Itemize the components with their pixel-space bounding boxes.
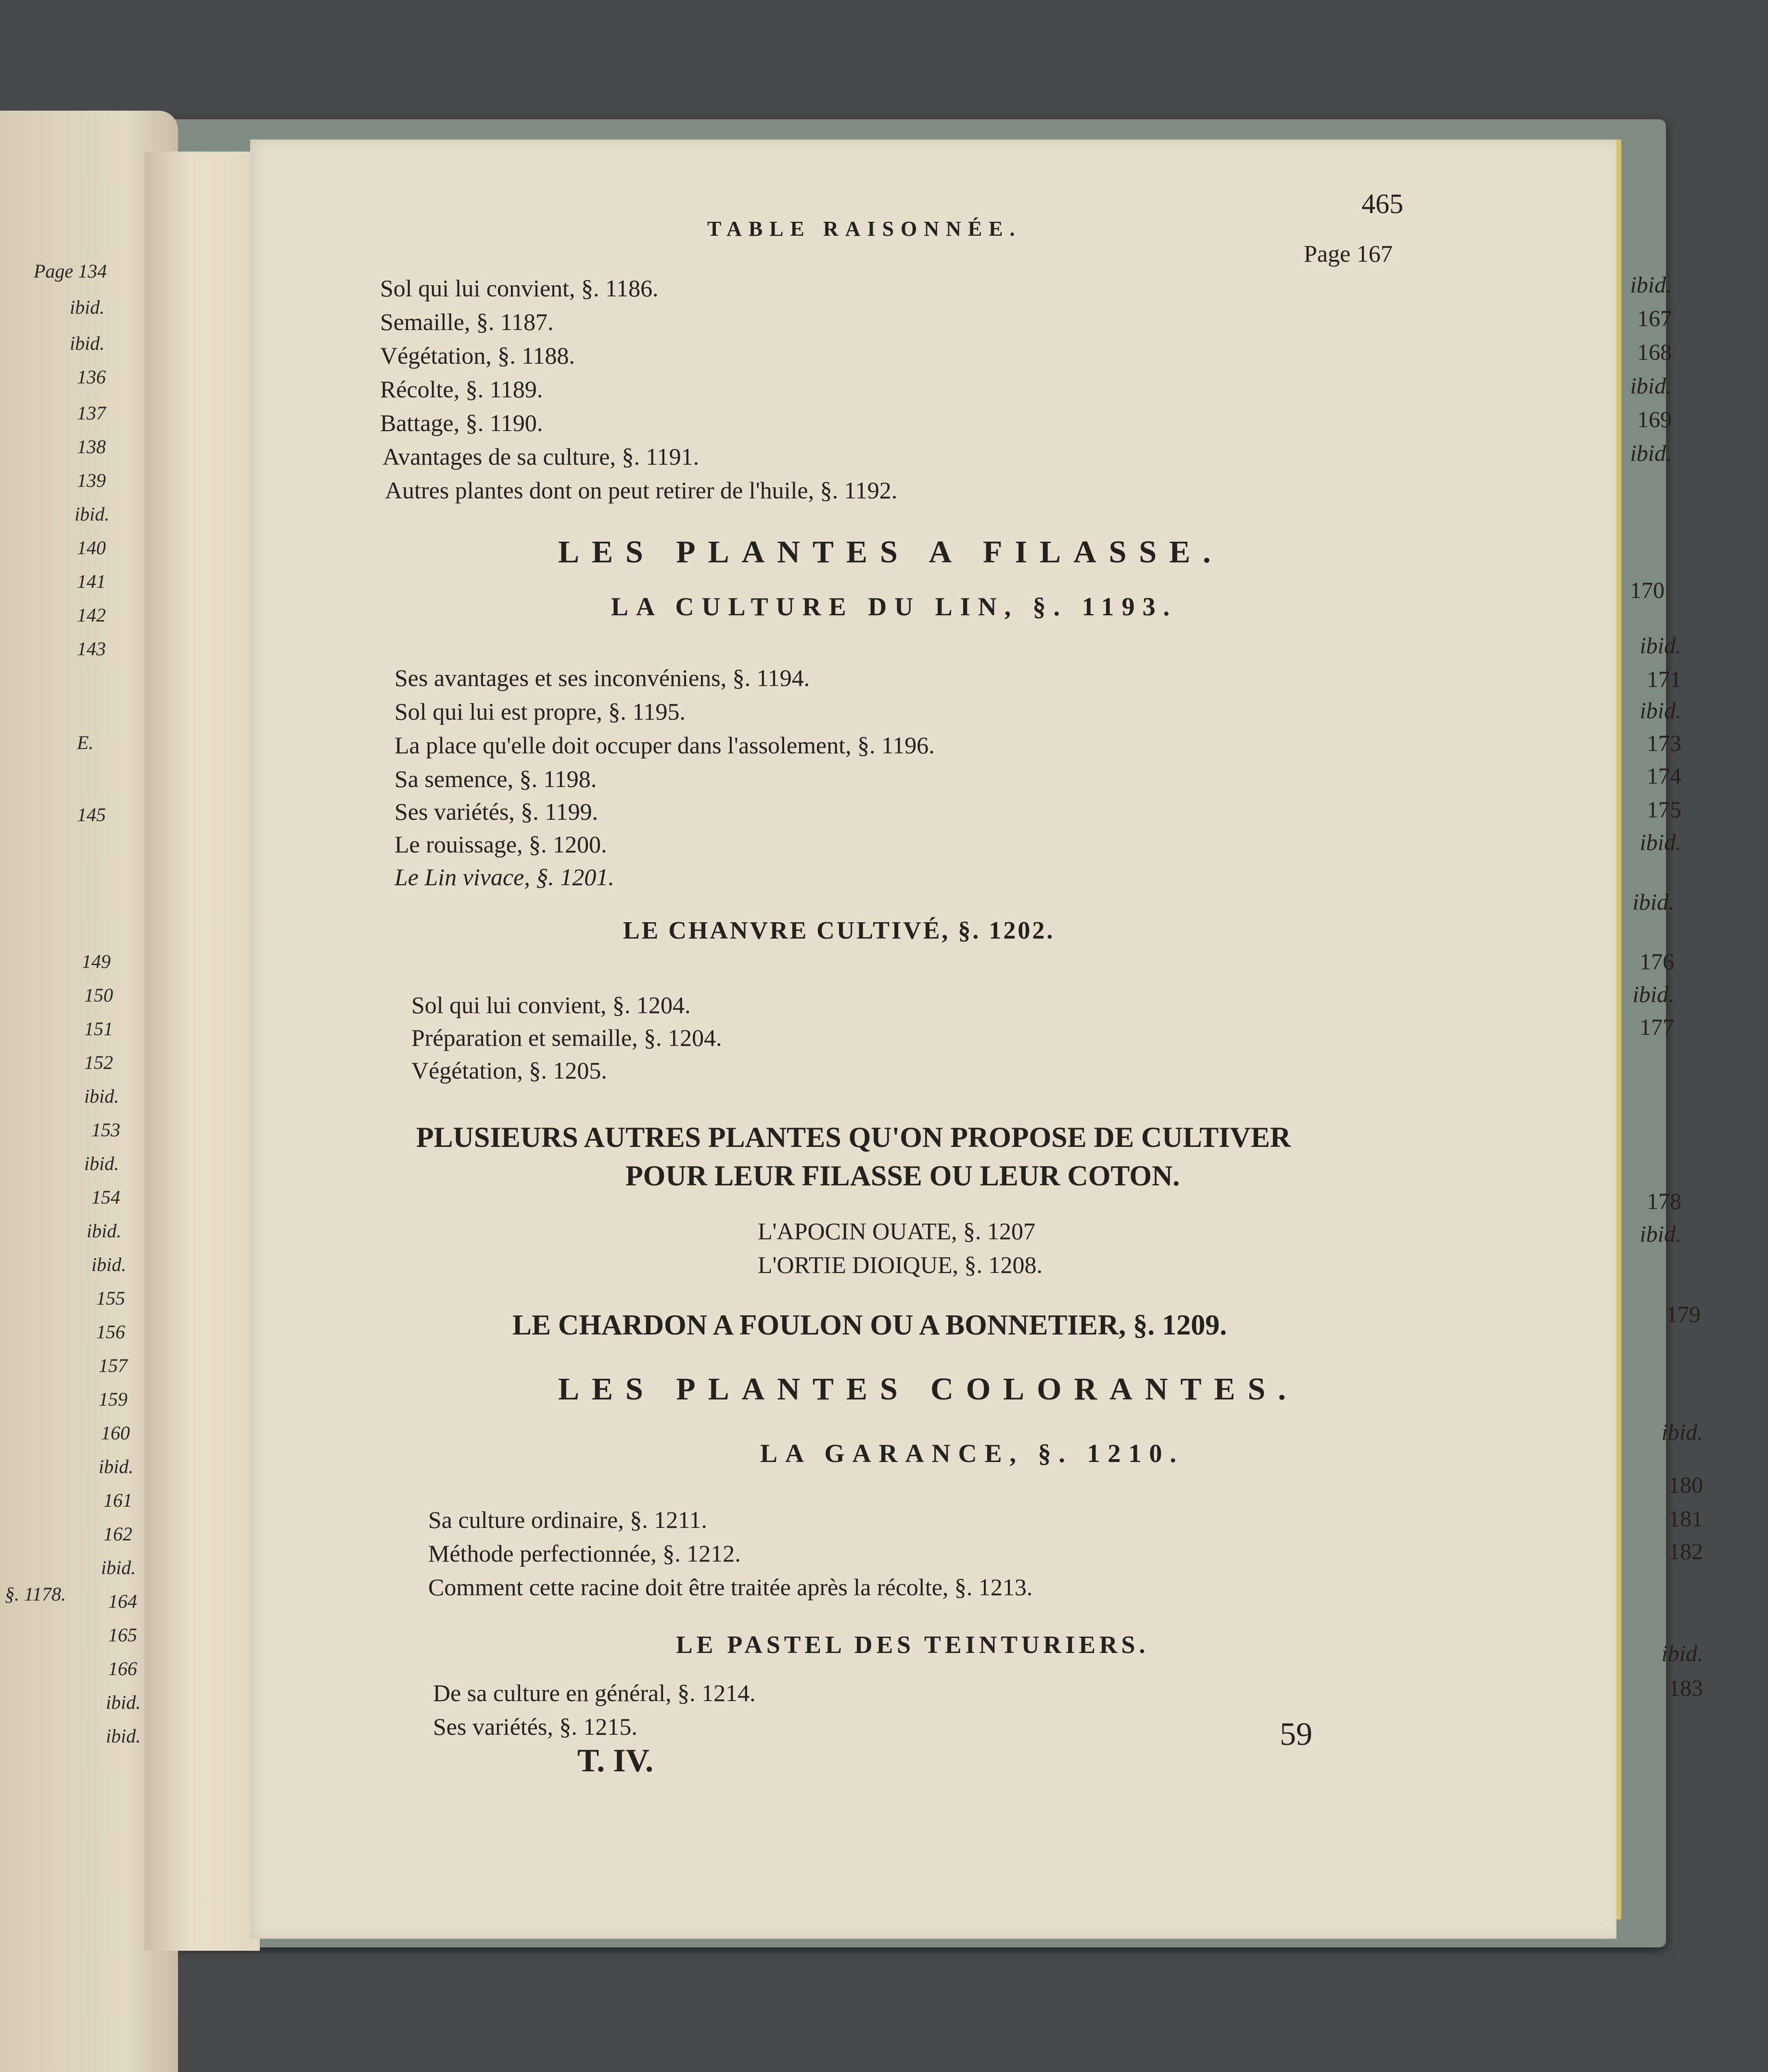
left-page-number: 151 (84, 1018, 113, 1040)
entry: De sa culture en général, §. 1214. (433, 1679, 756, 1706)
left-page-number: 153 (91, 1119, 120, 1141)
left-page-number: 159 (99, 1388, 127, 1410)
left-page-number: 140 (77, 537, 106, 559)
left-page-number: 157 (99, 1355, 127, 1376)
entry: Préparation et semaille, §. 1204. (411, 1024, 722, 1051)
entry-page: 168 (1637, 340, 1672, 365)
entry: Ses avantages et ses inconvéniens, §. 1194. (394, 664, 810, 691)
entry: Ses variétés, §. 1215. (433, 1713, 637, 1740)
left-page-number: ibid. (75, 503, 110, 525)
left-page-number: ibid. (84, 1153, 119, 1174)
left-page-number: 155 (96, 1287, 125, 1309)
entry-page: 178 (1647, 1189, 1681, 1214)
entry: Végétation, §. 1188. (380, 342, 575, 369)
left-page-number: 156 (96, 1321, 125, 1343)
lin-heading: LA CULTURE DU LIN, §. 1193. (611, 592, 1178, 621)
left-page-number: 152 (84, 1052, 113, 1073)
chanvre-heading: LE CHANVRE CULTIVÉ, §. 1202. (623, 917, 1055, 944)
left-page-number: ibid. (70, 332, 105, 354)
entry-page: 180 (1668, 1473, 1703, 1498)
entry: Sa semence, §. 1198. (394, 765, 597, 792)
left-page-number: ibid. (87, 1220, 122, 1242)
entry-page: 173 (1647, 731, 1681, 756)
chanvre-heading-page: ibid. (1632, 890, 1674, 915)
left-page-number: ibid. (91, 1254, 127, 1275)
left-page-number: Page 134 (34, 260, 107, 282)
entry-page: 175 (1647, 797, 1681, 823)
section-heading-autres-line2: POUR LEUR FILASSE OU LEUR COTON. (625, 1160, 1180, 1192)
entry-page: ibid. (1630, 272, 1672, 298)
chardon-page: 179 (1666, 1302, 1701, 1327)
entry: Sa culture ordinaire, §. 1211. (428, 1506, 707, 1533)
entry-page: ibid. (1632, 982, 1674, 1007)
entry: Sol qui lui convient, §. 1204. (411, 992, 691, 1018)
lin-heading-page: 170 (1630, 578, 1665, 603)
entry: L'APOCIN OUATE, §. 1207 (758, 1218, 1036, 1245)
section-heading-colorantes: LES PLANTES COLORANTES. (558, 1372, 1298, 1407)
left-page-number: 139 (77, 470, 106, 491)
entry-page: ibid. (1630, 373, 1672, 399)
garance-heading-page: ibid. (1661, 1420, 1703, 1445)
left-page-number: ibid. (106, 1725, 141, 1747)
entry-page: 183 (1668, 1676, 1703, 1701)
page-number: 465 (1361, 188, 1403, 219)
entry-page: ibid. (1630, 441, 1672, 466)
left-page-number: §. 1178. (5, 1583, 66, 1605)
left-page-number: 137 (77, 402, 106, 424)
entry: Ses variétés, §. 1199. (394, 798, 598, 825)
left-page-number: 150 (84, 984, 113, 1006)
entry: Récolte, §. 1189. (380, 376, 543, 403)
section-heading-filasse: LES PLANTES A FILASSE. (558, 534, 1223, 570)
entry: Comment cette racine doit être traitée après la récolte, §. 1213. (428, 1574, 1033, 1601)
left-page-number: 149 (82, 951, 111, 972)
left-page-number: 164 (108, 1590, 137, 1612)
left-page-number: 141 (77, 571, 106, 592)
left-page-number: ibid. (84, 1085, 119, 1107)
left-page-number: 143 (77, 638, 106, 660)
entry: L'ORTIE DIOIQUE, §. 1208. (758, 1251, 1043, 1278)
entry-page: 182 (1668, 1539, 1703, 1564)
entry: Végétation, §. 1205. (411, 1057, 607, 1084)
entry-page: 177 (1640, 1015, 1674, 1040)
entry-page: 171 (1647, 667, 1681, 692)
entry: Autres plantes dont on peut retirer de l'huile, §. 1192. (385, 477, 898, 504)
left-page-number: ibid. (106, 1691, 141, 1713)
left-page-number: 154 (91, 1186, 120, 1208)
left-page-number: ibid. (101, 1557, 136, 1578)
volume-mark: T. IV. (577, 1742, 654, 1779)
left-page-number: 160 (101, 1422, 130, 1444)
left-page-number: 136 (77, 366, 106, 388)
entry-page: 167 (1637, 306, 1672, 331)
left-page-number: 166 (108, 1658, 137, 1679)
left-page-number: 162 (103, 1523, 132, 1545)
entry-page: ibid. (1640, 633, 1681, 659)
right-page (250, 140, 1703, 1939)
left-page-number: 161 (103, 1489, 132, 1511)
entry-page: 176 (1640, 949, 1674, 975)
left-page-number: 145 (77, 804, 106, 826)
entry-page: 169 (1637, 407, 1672, 432)
entry: La place qu'elle doit occuper dans l'assolement, §. 1196. (394, 732, 935, 759)
entry: Le Lin vivace, §. 1201. (394, 864, 614, 890)
entry-page: 174 (1647, 763, 1681, 789)
gutter (144, 152, 260, 1951)
chardon-heading: LE CHARDON A FOULON OU A BONNETIER, §. 1209. (512, 1309, 1227, 1341)
garance-heading: LA GARANCE, §. 1210. (760, 1439, 1184, 1468)
left-page-number: ibid. (70, 296, 105, 318)
left-page-number: 165 (108, 1624, 137, 1646)
entry-page: ibid. (1640, 698, 1681, 724)
pastel-heading: LE PASTEL DES TEINTURIERS. (676, 1631, 1149, 1659)
page-label: Page 167 (1304, 240, 1393, 267)
left-page-number: ibid. (99, 1456, 134, 1477)
running-title: TABLE RAISONNÉE. (707, 217, 1022, 241)
signature-mark: 59 (1280, 1716, 1312, 1752)
left-page-number: 142 (77, 604, 106, 626)
left-page-number: E. (77, 732, 94, 753)
entry: Battage, §. 1190. (380, 409, 543, 436)
section-heading-autres: PLUSIEURS AUTRES PLANTES QU'ON PROPOSE DE CULTIVER (416, 1121, 1291, 1153)
entry-page: ibid. (1640, 830, 1681, 855)
entry: Semaille, §. 1187. (380, 308, 554, 335)
entry-page: ibid. (1661, 1641, 1703, 1666)
entry: Méthode perfectionnée, §. 1212. (428, 1540, 741, 1567)
left-page-number: 138 (77, 436, 106, 458)
entry: Sol qui lui convient, §. 1186. (380, 275, 659, 302)
entry-page: ibid. (1640, 1221, 1681, 1247)
entry-page: 181 (1668, 1506, 1703, 1532)
entry: Avantages de sa culture, §. 1191. (382, 443, 700, 470)
entry: Sol qui lui est propre, §. 1195. (394, 698, 686, 725)
entry: Le rouissage, §. 1200. (394, 831, 607, 858)
